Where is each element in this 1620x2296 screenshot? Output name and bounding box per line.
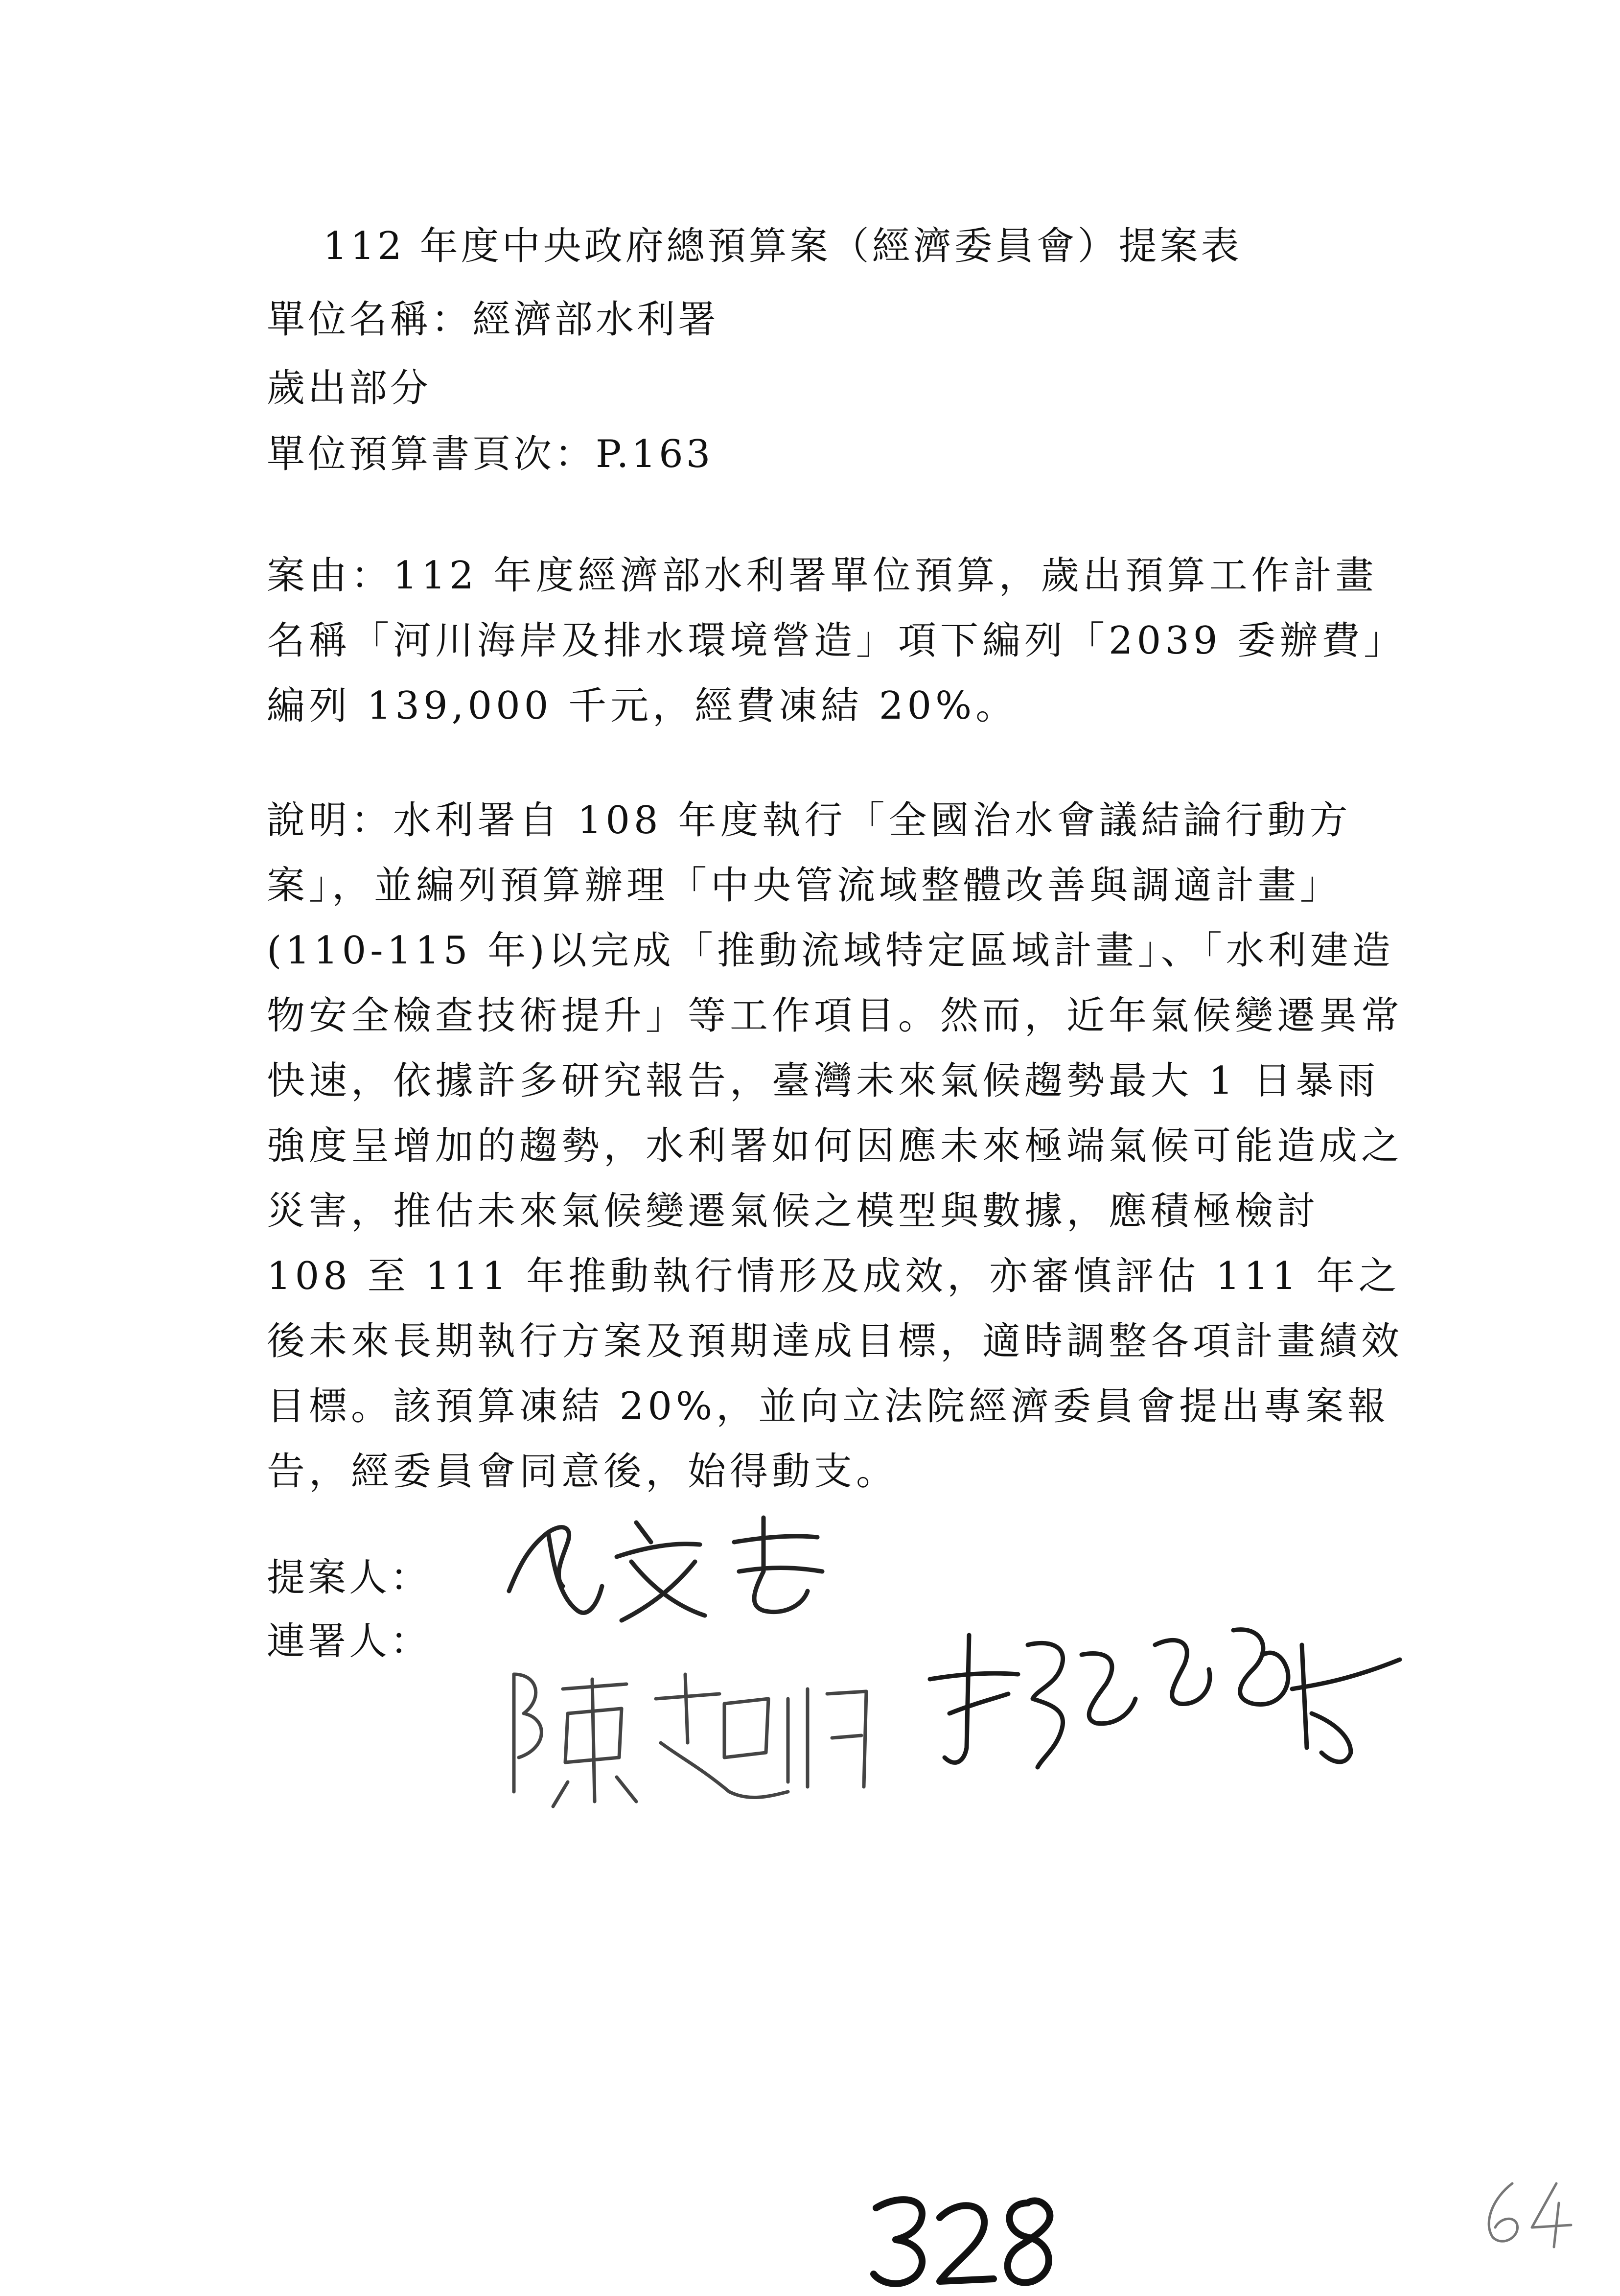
document-title: 112 年度中央政府總預算案（經濟委員會）提案表 — [323, 224, 1242, 268]
proposer-label: 提案人： — [267, 1556, 432, 1600]
explanation-paragraph — [267, 788, 1407, 1504]
cosigner-signature-1 — [494, 1645, 896, 1821]
proposer-signature — [489, 1488, 891, 1635]
budget-page-reference: 單位預算書頁次：P.163 — [267, 432, 714, 476]
case-text: 案由：112 年度經濟部水利署單位預算，歲出預算工作計畫名稱「河川海岸及排水環境營造」項下編列「2039 委辦費」編列 139,000 千元，經費凍結 20%。 — [267, 554, 1406, 728]
cosigner-label: 連署人： — [267, 1619, 432, 1663]
unit-name: 單位名稱：經濟部水利署 — [267, 298, 719, 342]
handwritten-page-number — [866, 2188, 1072, 2296]
explanation-text: 說明：水利署自 108 年度執行「全國治水會議結論行動方案」，並編列預算辦理「中央管流域整體改善與調適計畫」(110-115 年)以完成「推動流域特定區域計畫」、「水利建造物安全檢查技術提升」等工作項目。然而，近年氣候變遷異常快速，依據許多研究報告，臺灣未來氣候趨勢最大 1 日暴雨強度呈增加的趨勢，水利署如何因應未來極端氣候可能造成之災害，推估未來氣候變遷氣候之模型與數據，應積極檢討 108 至 111 年推動執行情形及成效，亦審慎評估 111 年之後未來長期執行方案及預期達成目標，適時調整各項計畫績效目標。該預算凍結 20%，並向立法院經濟委員會提出專案報告，經委員會同意後，始得動支。 — [267, 798, 1404, 1494]
cosigner-signature-2 — [920, 1601, 1410, 1806]
handwritten-corner-number — [1473, 2174, 1581, 2252]
section-label: 歲出部分 — [267, 366, 432, 410]
case-paragraph — [267, 543, 1407, 739]
